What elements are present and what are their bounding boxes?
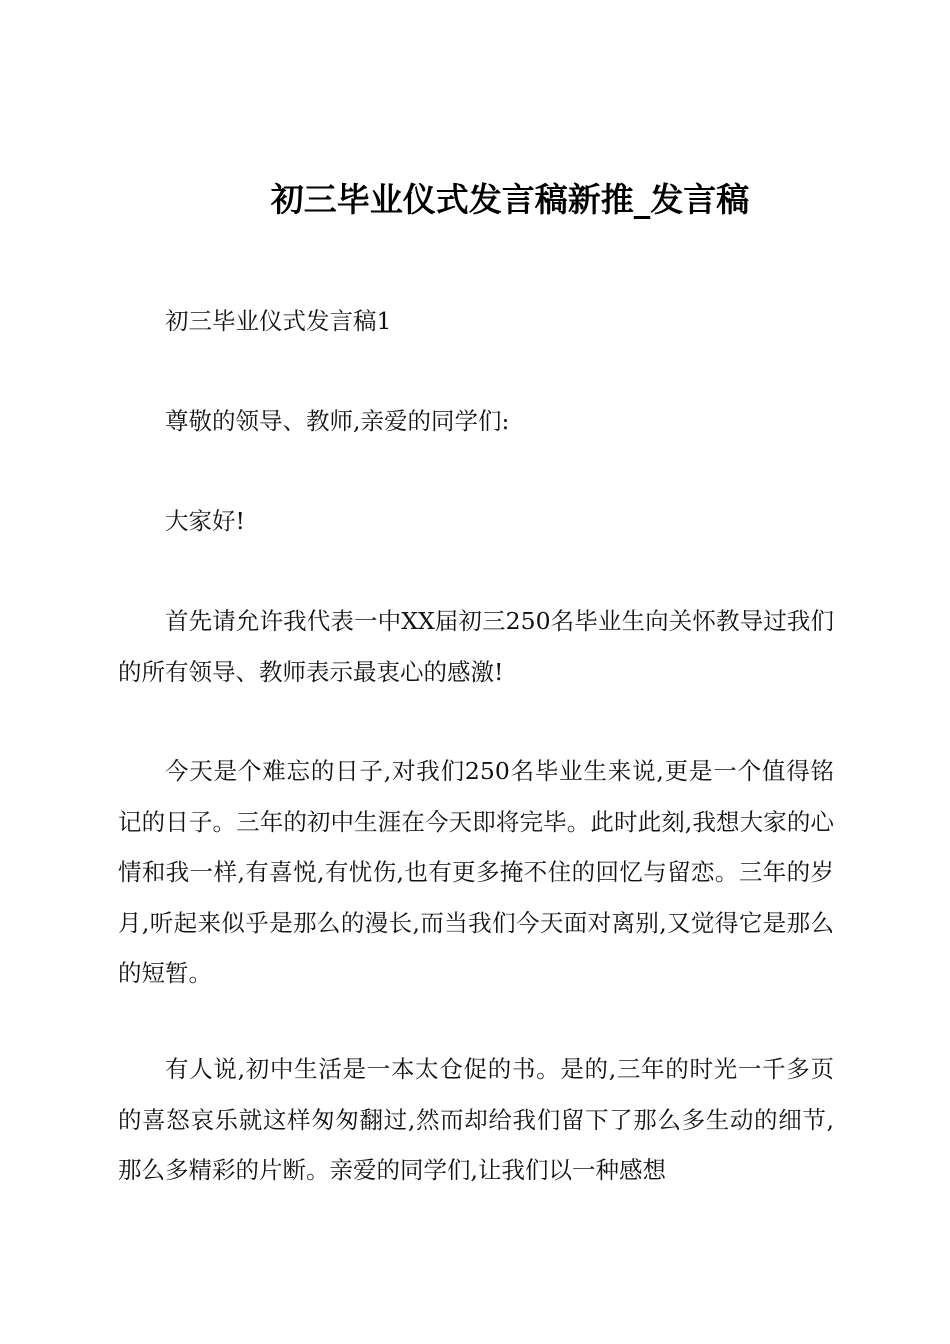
document-title: 初三毕业仪式发言稿新推_发言稿 — [270, 180, 750, 219]
paragraph-thanks: 首先请允许我代表一中XX届初三250名毕业生向关怀教导过我们的所有领导、教师表示最衷心的感激! — [118, 607, 834, 686]
paragraph-heading: 初三毕业仪式发言稿1 — [165, 307, 392, 335]
paragraph-memorable-day: 今天是个难忘的日子,对我们250名毕业生来说,更是一个值得铭记的日子。三年的初中生涯在今天即将完毕。此时此刻,我想大家的心情和我一样,有喜悦,有忧伤,也有更多掩不住的回忆与留恋。三年的岁月,听起来似乎是那么的漫长,而当我们今天面对离别,又觉得它是那么的短暂。 — [118, 757, 834, 987]
paragraph-book: 有人说,初中生活是一本太仓促的书。是的,三年的时光一千多页的喜怒哀乐就这样匆匆翻过,然而却给我们留下了那么多生动的细节,那么多精彩的片断。亲爱的同学们,让我们以一种感想 — [118, 1055, 834, 1184]
paragraph-greeting: 大家好! — [165, 507, 245, 535]
paragraph-salutation: 尊敬的领导、教师,亲爱的同学们: — [165, 407, 510, 435]
